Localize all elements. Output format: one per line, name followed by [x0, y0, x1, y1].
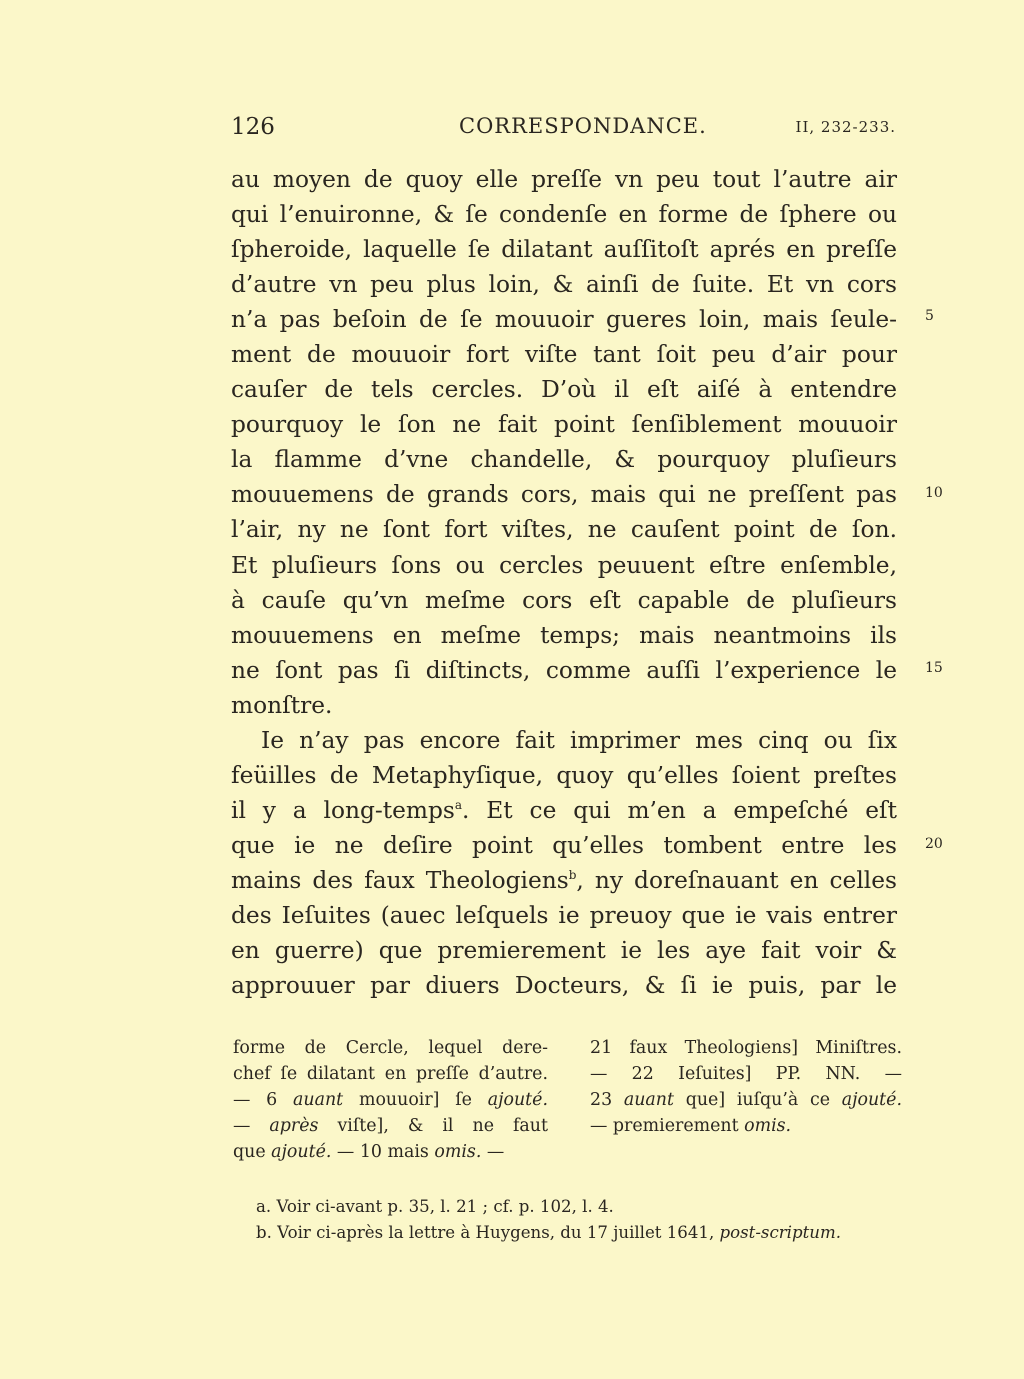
footnote-ref-b: b	[568, 868, 577, 883]
text-segment: il y a long-temps	[231, 796, 455, 824]
variant-line: 21 faux Theologiens] Miniſtres.	[590, 1038, 902, 1058]
variant-italic: auant	[623, 1090, 674, 1110]
variant-segment: —	[481, 1142, 505, 1162]
variant-segment: — 10 mais	[331, 1142, 435, 1162]
variant-readings-left	[233, 1035, 548, 1165]
text-line: des Ieſuites (auec leſquels ie preuoy que ie vais entrer	[231, 901, 897, 929]
text-line: en guerre) que premierement ie les aye fait voir &	[231, 937, 897, 965]
footnote-b-text: b. Voir ci-après la lettre à Huygens, du 17 juillet 1641,	[256, 1223, 720, 1242]
variant-segment: viſte], & il ne faut	[318, 1116, 548, 1136]
variant-segment: mouuoir] ſe	[343, 1090, 488, 1110]
main-text	[231, 162, 897, 1003]
text-line: à cauſe qu’vn meſme cors eſt capable de pluſieurs	[231, 586, 897, 614]
running-title: CORRESPONDANCE.	[459, 114, 707, 138]
text-segment: , ny doreſnauant en celles	[576, 866, 897, 894]
text-line: ſpheroide, laquelle ſe dilatant auſſitoſt aprés en preſſe	[231, 236, 897, 264]
variant-line	[233, 1087, 548, 1113]
footnote-a: a. Voir ci-avant p. 35, l. 21 ; cf. p. 102, l. 4.	[256, 1197, 614, 1216]
variant-segment: — premierement	[590, 1116, 745, 1136]
variant-line: chef ſe dilatant en preſſe d’autre.	[233, 1064, 548, 1084]
footnotes	[256, 1194, 841, 1246]
line-number: 20	[925, 836, 943, 852]
text-line: l’air, ny ne ſont fort viſtes, ne cauſent point de ſon.	[231, 516, 897, 544]
line-number: 15	[925, 660, 943, 676]
variant-line	[233, 1139, 548, 1165]
variant-line	[590, 1113, 902, 1139]
text-line: la flamme d’vne chandelle, & pourquoy pluſieurs	[231, 446, 897, 474]
variant-italic: ajouté.	[841, 1090, 902, 1110]
page-number: 126	[231, 114, 275, 140]
text-line: approuuer par diuers Docteurs, & ſi ie puis, par le	[231, 972, 897, 1000]
text-line: qui l’enuironne, & ſe condenſe en forme de ſphere ou	[231, 201, 897, 229]
text-line: que ie ne deſire point qu’elles tombent entre les	[231, 831, 897, 859]
footnote-b-italic: post-scriptum.	[719, 1223, 841, 1242]
text-line: au moyen de quoy elle preſſe vn peu tout l’autre air	[231, 166, 897, 193]
variant-line	[590, 1087, 902, 1113]
variant-italic: auant	[293, 1090, 344, 1110]
footnote-ref-a: a	[454, 798, 463, 813]
variant-italic: ajouté.	[487, 1090, 548, 1110]
edition-reference: II, 232-233.	[795, 118, 896, 136]
text-line: mouuemens de grands cors, mais qui ne preſſent pas	[231, 481, 897, 509]
text-line: monſtre.	[231, 691, 333, 719]
line-number: 5	[925, 308, 934, 324]
text-line: cauſer de tels cercles. D’où il eſt aiſé à entendre	[231, 376, 897, 404]
text-line-with-note-a	[231, 793, 897, 828]
variant-line: — 22 Ieſuites] PP. NN. —	[590, 1064, 902, 1084]
text-line: ment de mouuoir fort viſte tant ſoit peu d’air pour	[231, 341, 897, 369]
text-line: Et pluſieurs ſons ou cercles peuuent eſtre enſemble,	[231, 551, 897, 579]
text-line: n’a pas beſoin de ſe mouuoir gueres loin, mais ſeule-	[231, 306, 897, 334]
text-line-with-note-b	[231, 863, 897, 898]
text-line: pourquoy le ſon ne fait point ſenſiblement mouuoir	[231, 411, 897, 439]
variant-italic: omis.	[744, 1116, 792, 1136]
variant-segment: que	[233, 1142, 272, 1162]
text-line: ne ſont pas ſi diſtincts, comme auſſi l’experience le	[231, 656, 897, 684]
variant-segment: que] iuſqu’à ce	[674, 1090, 842, 1110]
variant-segment: — 6	[233, 1090, 294, 1110]
variant-line: forme de Cercle, lequel dere-	[233, 1038, 548, 1058]
variant-italic: omis.	[434, 1142, 482, 1162]
variant-italic: ajouté.	[271, 1142, 332, 1162]
text-segment: . Et ce qui m’en a empeſché eſt	[462, 796, 897, 824]
text-line: feüilles de Metaphyſique, quoy qu’elles ſoient preſtes	[231, 761, 897, 789]
variant-italic: après	[269, 1116, 319, 1136]
text-segment: mains des faux Theologiens	[231, 866, 569, 894]
footnote-b	[256, 1220, 841, 1246]
paragraph-start-line: Ie n’ay pas encore fait imprimer mes cinq ou ſix	[261, 726, 897, 754]
text-line: d’autre vn peu plus loin, & ainſi de ſuite. Et vn cors	[231, 271, 897, 299]
variant-readings-right	[590, 1035, 902, 1139]
line-number: 10	[925, 485, 943, 501]
text-line: mouuemens en meſme temps; mais neantmoins ils	[231, 621, 897, 649]
variant-segment: 23	[590, 1090, 624, 1110]
variant-segment: —	[233, 1116, 270, 1136]
variant-line	[233, 1113, 548, 1139]
running-header	[231, 114, 896, 150]
